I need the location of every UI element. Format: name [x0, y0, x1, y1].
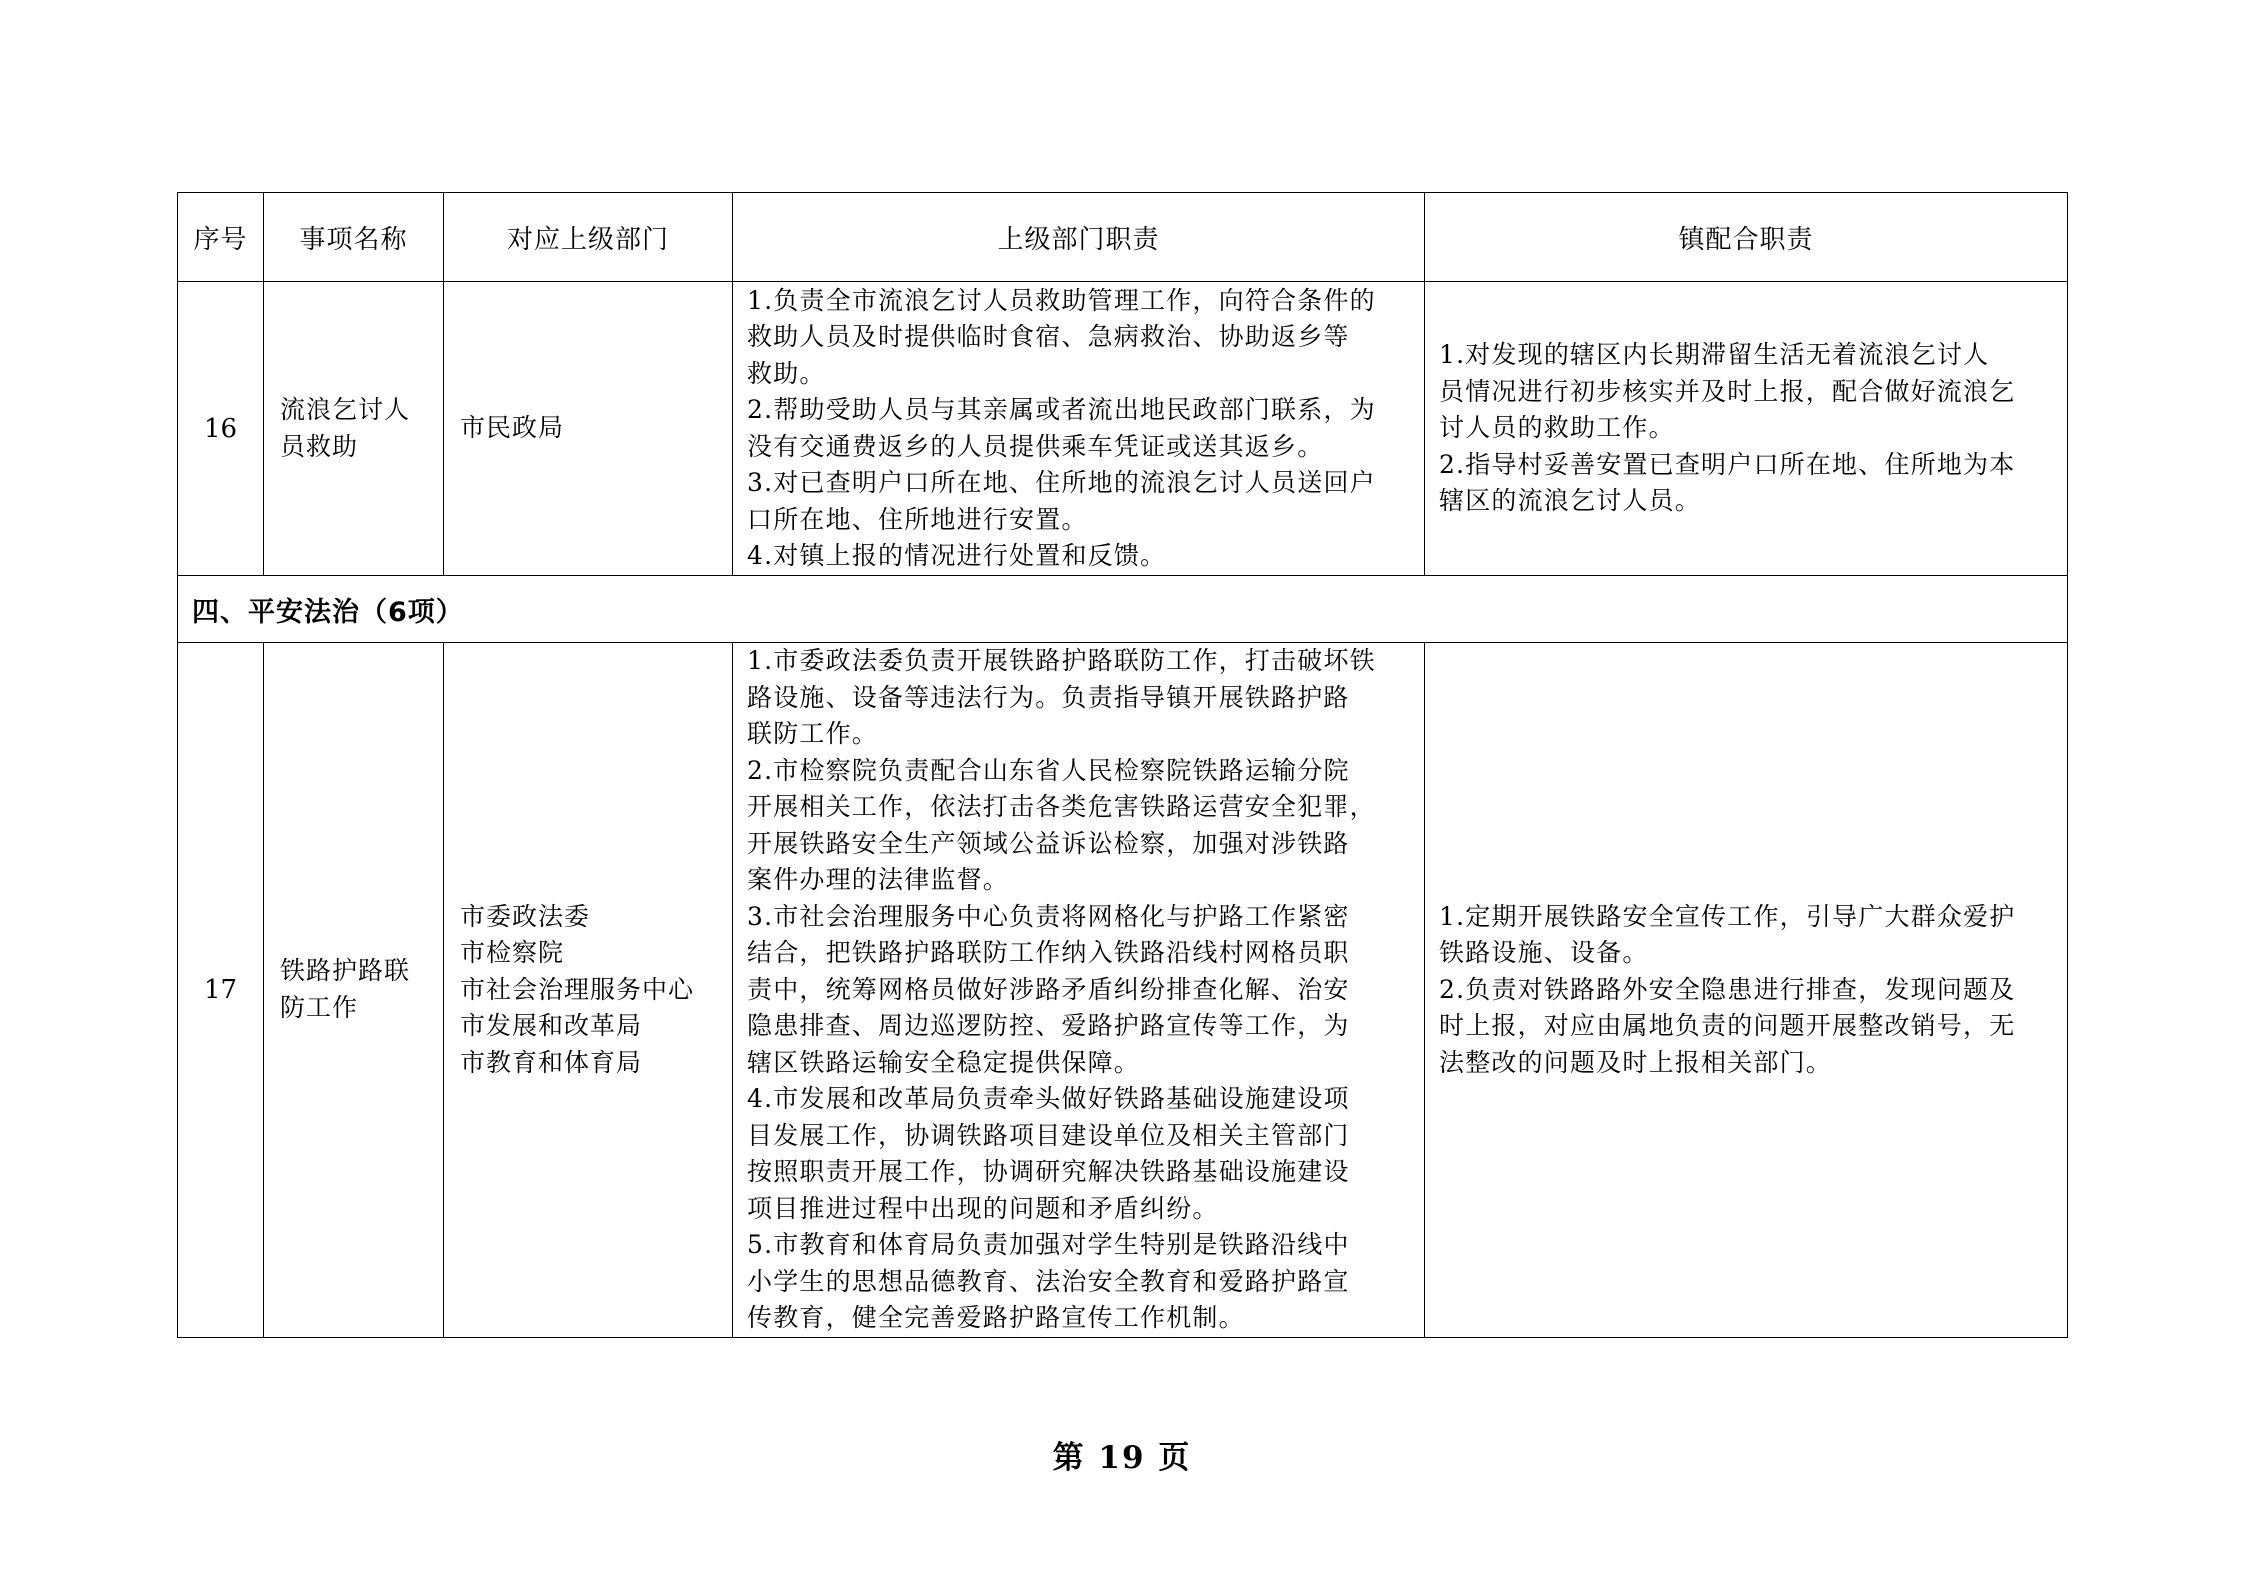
- duty-line: 2.帮助受助人员与其亲属或者流出地民政部门联系，为: [747, 395, 1376, 424]
- town-duty-line: 讨人员的救助工作。: [1439, 413, 1675, 443]
- duty-cell: [733, 643, 1425, 1338]
- item-name: [264, 282, 444, 576]
- header-town: 镇配合职责: [1425, 193, 2068, 282]
- town-duty-line: 2.负责对铁路路外安全隐患进行排查，发现问题及: [1439, 974, 2016, 1004]
- town-duty-line: 铁路设施、设备。: [1439, 938, 1649, 967]
- town-duty-line: 辖区的流浪乞讨人员。: [1439, 486, 1702, 516]
- duty-line: 结合，把铁路护路联防工作纳入铁路沿线村网格员职: [747, 938, 1350, 967]
- town-duty-cell: [1425, 282, 2068, 576]
- town-duty-cell: [1425, 643, 2068, 1338]
- page-number: 第 19 页: [1052, 1440, 1192, 1476]
- duty-line: 案件办理的法律监督。: [747, 865, 1010, 894]
- row-number: 16: [178, 282, 264, 576]
- duty-line: 救助。: [747, 358, 826, 388]
- town-duty-line: 1.对发现的辖区内长期滞留生活无着流浪乞讨人: [1439, 340, 1990, 370]
- section-row: [178, 576, 2068, 643]
- table-row: [178, 282, 2068, 576]
- duty-line: 责中，统筹网格员做好涉路矛盾纠纷排查化解、治安: [747, 974, 1350, 1004]
- item-name-line: 流浪乞讨人: [280, 395, 411, 424]
- duty-line: 项目推进过程中出现的问题和矛盾纠纷。: [747, 1193, 1219, 1223]
- dept-line: 市发展和改革局: [460, 1011, 643, 1040]
- town-duty-line: 2.指导村妥善安置已查明户口所在地、住所地为本: [1439, 449, 2016, 479]
- duty-line: 3.对已查明户口所在地、住所地的流浪乞讨人员送回户: [747, 468, 1376, 497]
- dept-line: 市社会治理服务中心: [460, 974, 695, 1004]
- item-name-line: 员救助: [280, 431, 359, 461]
- duty-line: 没有交通费返乡的人员提供乘车凭证或送其返乡。: [747, 431, 1324, 461]
- duty-line: 5.市教育和体育局负责加强对学生特别是铁路沿线中: [747, 1230, 1350, 1259]
- town-duty-line: 时上报，对应由属地负责的问题开展整改销号，无: [1439, 1011, 2016, 1040]
- dept-line: 市教育和体育局: [460, 1047, 643, 1077]
- town-duty-line: 员情况进行初步核实并及时上报，配合做好流浪乞: [1439, 376, 2016, 406]
- duty-line: 开展铁路安全生产领域公益诉讼检察，加强对涉铁路: [747, 828, 1350, 858]
- duty-line: 3.市社会治理服务中心负责将网格化与护路工作紧密: [747, 901, 1350, 931]
- item-name-line: 铁路护路联: [280, 956, 411, 986]
- dept-line: 市委政法委: [460, 901, 591, 931]
- duty-line: 4.对镇上报的情况进行处置和反馈。: [747, 541, 1167, 570]
- dept-line: 市民政局: [460, 413, 565, 443]
- duty-line: 小学生的思想品德教育、法治安全教育和爱路护路宣: [747, 1266, 1350, 1296]
- duty-line: 目发展工作，协调铁路项目建设单位及相关主管部门: [747, 1120, 1350, 1150]
- dept-cell: [444, 282, 733, 576]
- duty-line: 救助人员及时提供临时食宿、急病救治、协助返乡等: [747, 322, 1350, 351]
- duty-line: 辖区铁路运输安全稳定提供保障。: [747, 1047, 1141, 1077]
- item-name: [264, 643, 444, 1338]
- header-no: 序号: [178, 193, 264, 282]
- town-duty-line: 法整改的问题及时上报相关部门。: [1439, 1047, 1833, 1077]
- duty-line: 2.市检察院负责配合山东省人民检察院铁路运输分院: [747, 755, 1350, 785]
- header-dept: 对应上级部门: [444, 193, 733, 282]
- section-title: 四、平安法治（6项）: [178, 576, 2068, 643]
- duty-table: [177, 192, 2068, 1338]
- duty-line: 传教育，健全完善爱路护路宣传工作机制。: [747, 1303, 1245, 1332]
- duty-line: 1.负责全市流浪乞讨人员救助管理工作，向符合条件的: [747, 285, 1376, 315]
- item-name-line: 防工作: [280, 992, 359, 1022]
- duty-line: 路设施、设备等违法行为。负责指导镇开展铁路护路: [747, 682, 1350, 712]
- table-row: [178, 643, 2068, 1338]
- header-duty: 上级部门职责: [733, 193, 1425, 282]
- dept-cell: [444, 643, 733, 1338]
- row-number: 17: [178, 643, 264, 1338]
- town-duty-line: 1.定期开展铁路安全宣传工作，引导广大群众爱护: [1439, 901, 2016, 931]
- duty-cell: [733, 282, 1425, 576]
- duty-line: 联防工作。: [747, 719, 879, 748]
- duty-line: 口所在地、住所地进行安置。: [747, 504, 1088, 534]
- table-header-row: [178, 193, 2068, 282]
- duty-line: 隐患排查、周边巡逻防控、爱路护路宣传等工作，为: [747, 1011, 1350, 1040]
- duty-line: 按照职责开展工作，协调研究解决铁路基础设施建设: [747, 1157, 1350, 1186]
- duty-line: 4.市发展和改革局负责牵头做好铁路基础设施建设项: [747, 1084, 1350, 1113]
- dept-line: 市检察院: [460, 938, 565, 967]
- duty-line: 开展相关工作，依法打击各类危害铁路运营安全犯罪，: [747, 792, 1376, 821]
- duty-line: 1.市委政法委负责开展铁路护路联防工作，打击破坏铁: [747, 646, 1376, 675]
- header-name: 事项名称: [264, 193, 444, 282]
